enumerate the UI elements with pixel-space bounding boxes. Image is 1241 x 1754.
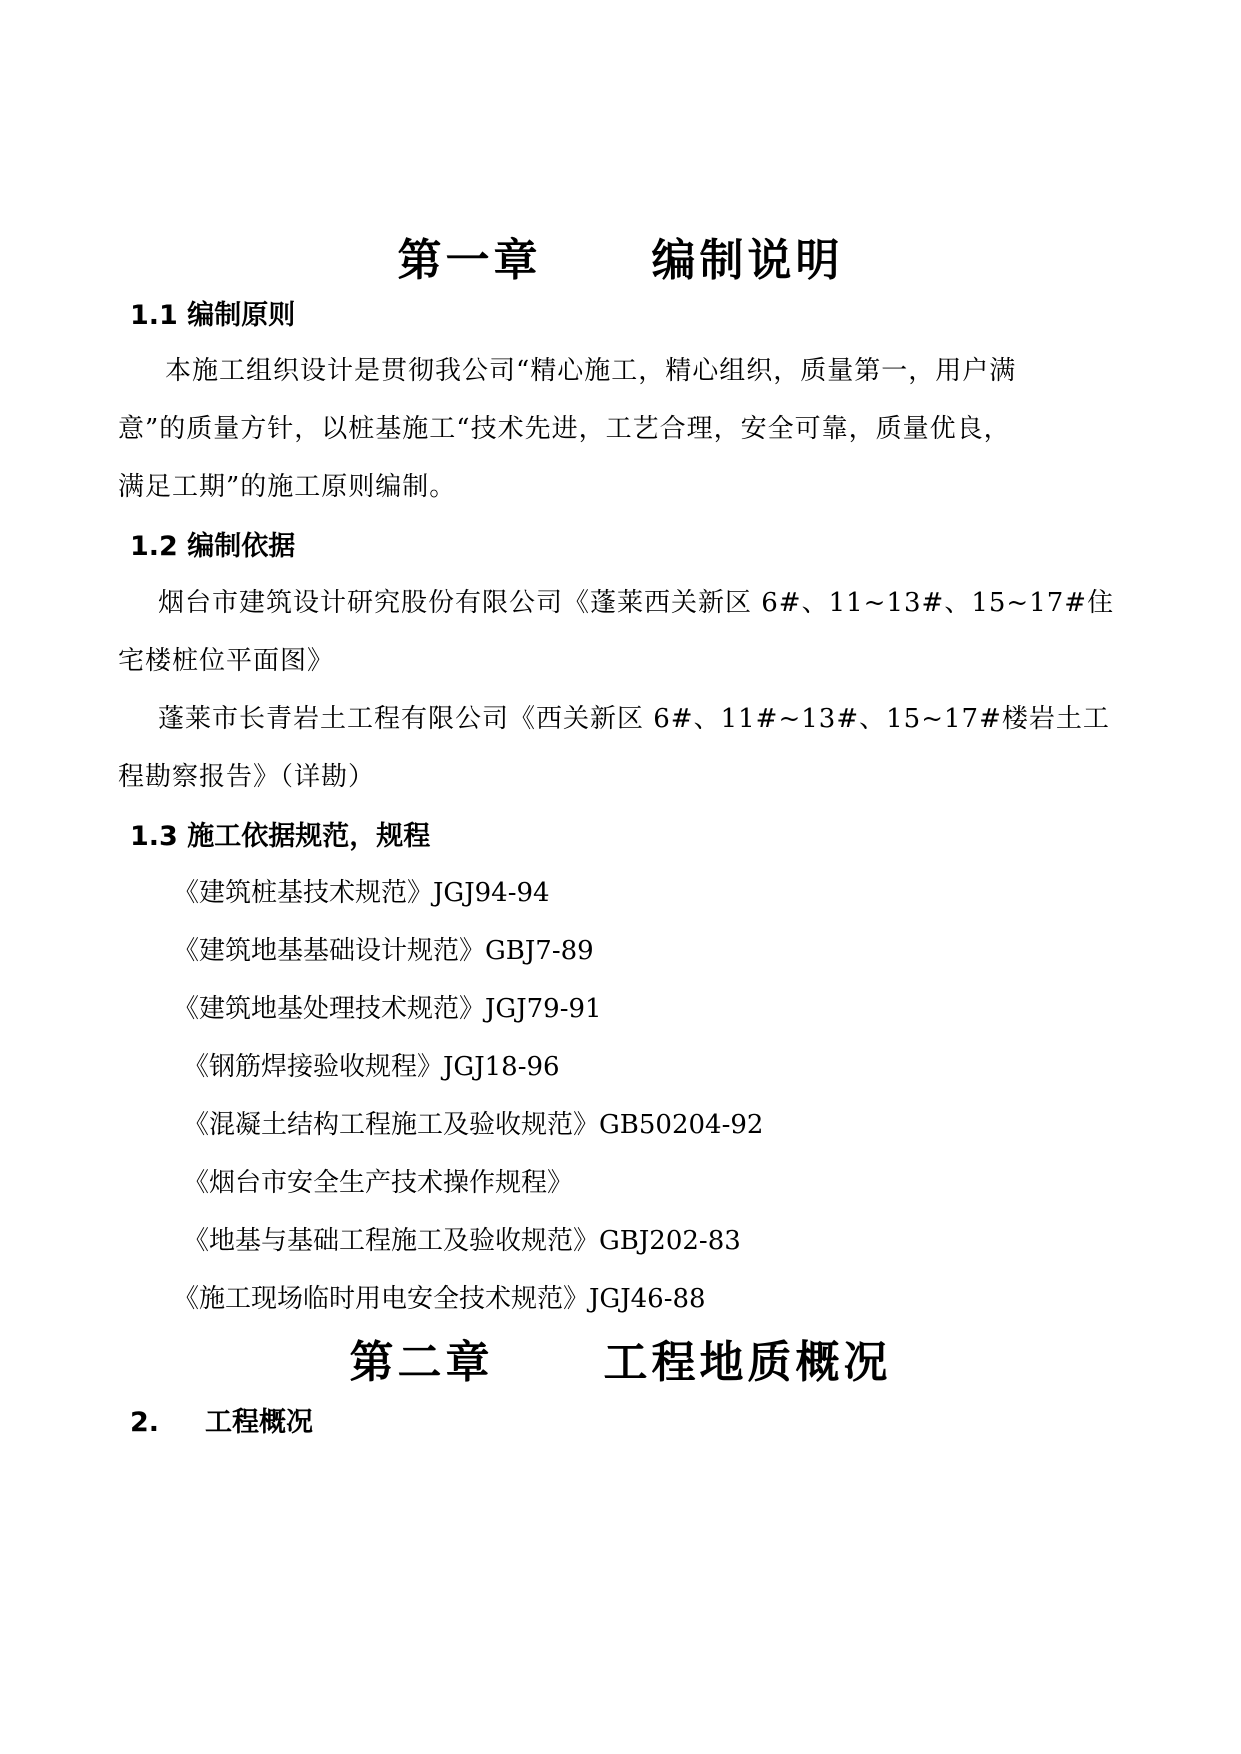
section-1-2-line: 蓬莱市长青岩土工程有限公司《西关新区 6#、11#~13#、15~17#楼岩土工 (158, 704, 1110, 734)
chapter-1-heading (0, 224, 1241, 288)
standard-item: 《地基与基础工程施工及验收规范》GBJ202-83 (183, 1226, 741, 1256)
section-1-2-heading: 1.2 编制依据 (130, 531, 296, 562)
section-2-heading (130, 1400, 313, 1439)
chapter-2-heading (0, 1326, 1241, 1390)
section-1-2-line: 烟台市建筑设计研究股份有限公司《蓬莱西关新区 6#、11~13#、15~17#住 (158, 588, 1115, 618)
standard-item: 《建筑地基基础设计规范》GBJ7-89 (173, 936, 594, 966)
section-1-2-line: 宅楼桩位平面图》 (118, 646, 335, 676)
chapter-1-number: 第一章 (397, 235, 542, 286)
chapter-2-title: 工程地质概况 (603, 1337, 892, 1388)
section-2-number: 2. (130, 1407, 160, 1438)
standard-item: 《施工现场临时用电安全技术规范》JGJ46-88 (173, 1284, 706, 1314)
chapter-1-title: 编制说明 (651, 235, 844, 286)
chapter-2-number: 第二章 (349, 1337, 494, 1388)
standard-item: 《混凝土结构工程施工及验收规范》GB50204-92 (183, 1110, 764, 1140)
section-2-title: 工程概况 (205, 1407, 314, 1438)
section-1-2-line: 程勘察报告》（详勘） (118, 762, 376, 792)
section-1-1-line: 意”的质量方针，以桩基施工“技术先进，工艺合理，安全可靠，质量优良， (118, 414, 1011, 444)
section-1-3-heading: 1.3 施工依据规范，规程 (130, 821, 431, 852)
standard-item: 《烟台市安全生产技术操作规程》 (183, 1168, 574, 1198)
standard-item: 《建筑桩基技术规范》JGJ94-94 (173, 878, 550, 908)
section-1-1-heading: 1.1 编制原则 (130, 300, 296, 331)
standard-item: 《钢筋焊接验收规程》JGJ18-96 (183, 1052, 560, 1082)
section-1-1-line: 满足工期”的施工原则编制。 (118, 472, 457, 502)
standard-item: 《建筑地基处理技术规范》JGJ79-91 (173, 994, 602, 1024)
section-1-1-line: 本施工组织设计是贯彻我公司“精心施工，精心组织，质量第一，用户满 (165, 356, 1017, 386)
